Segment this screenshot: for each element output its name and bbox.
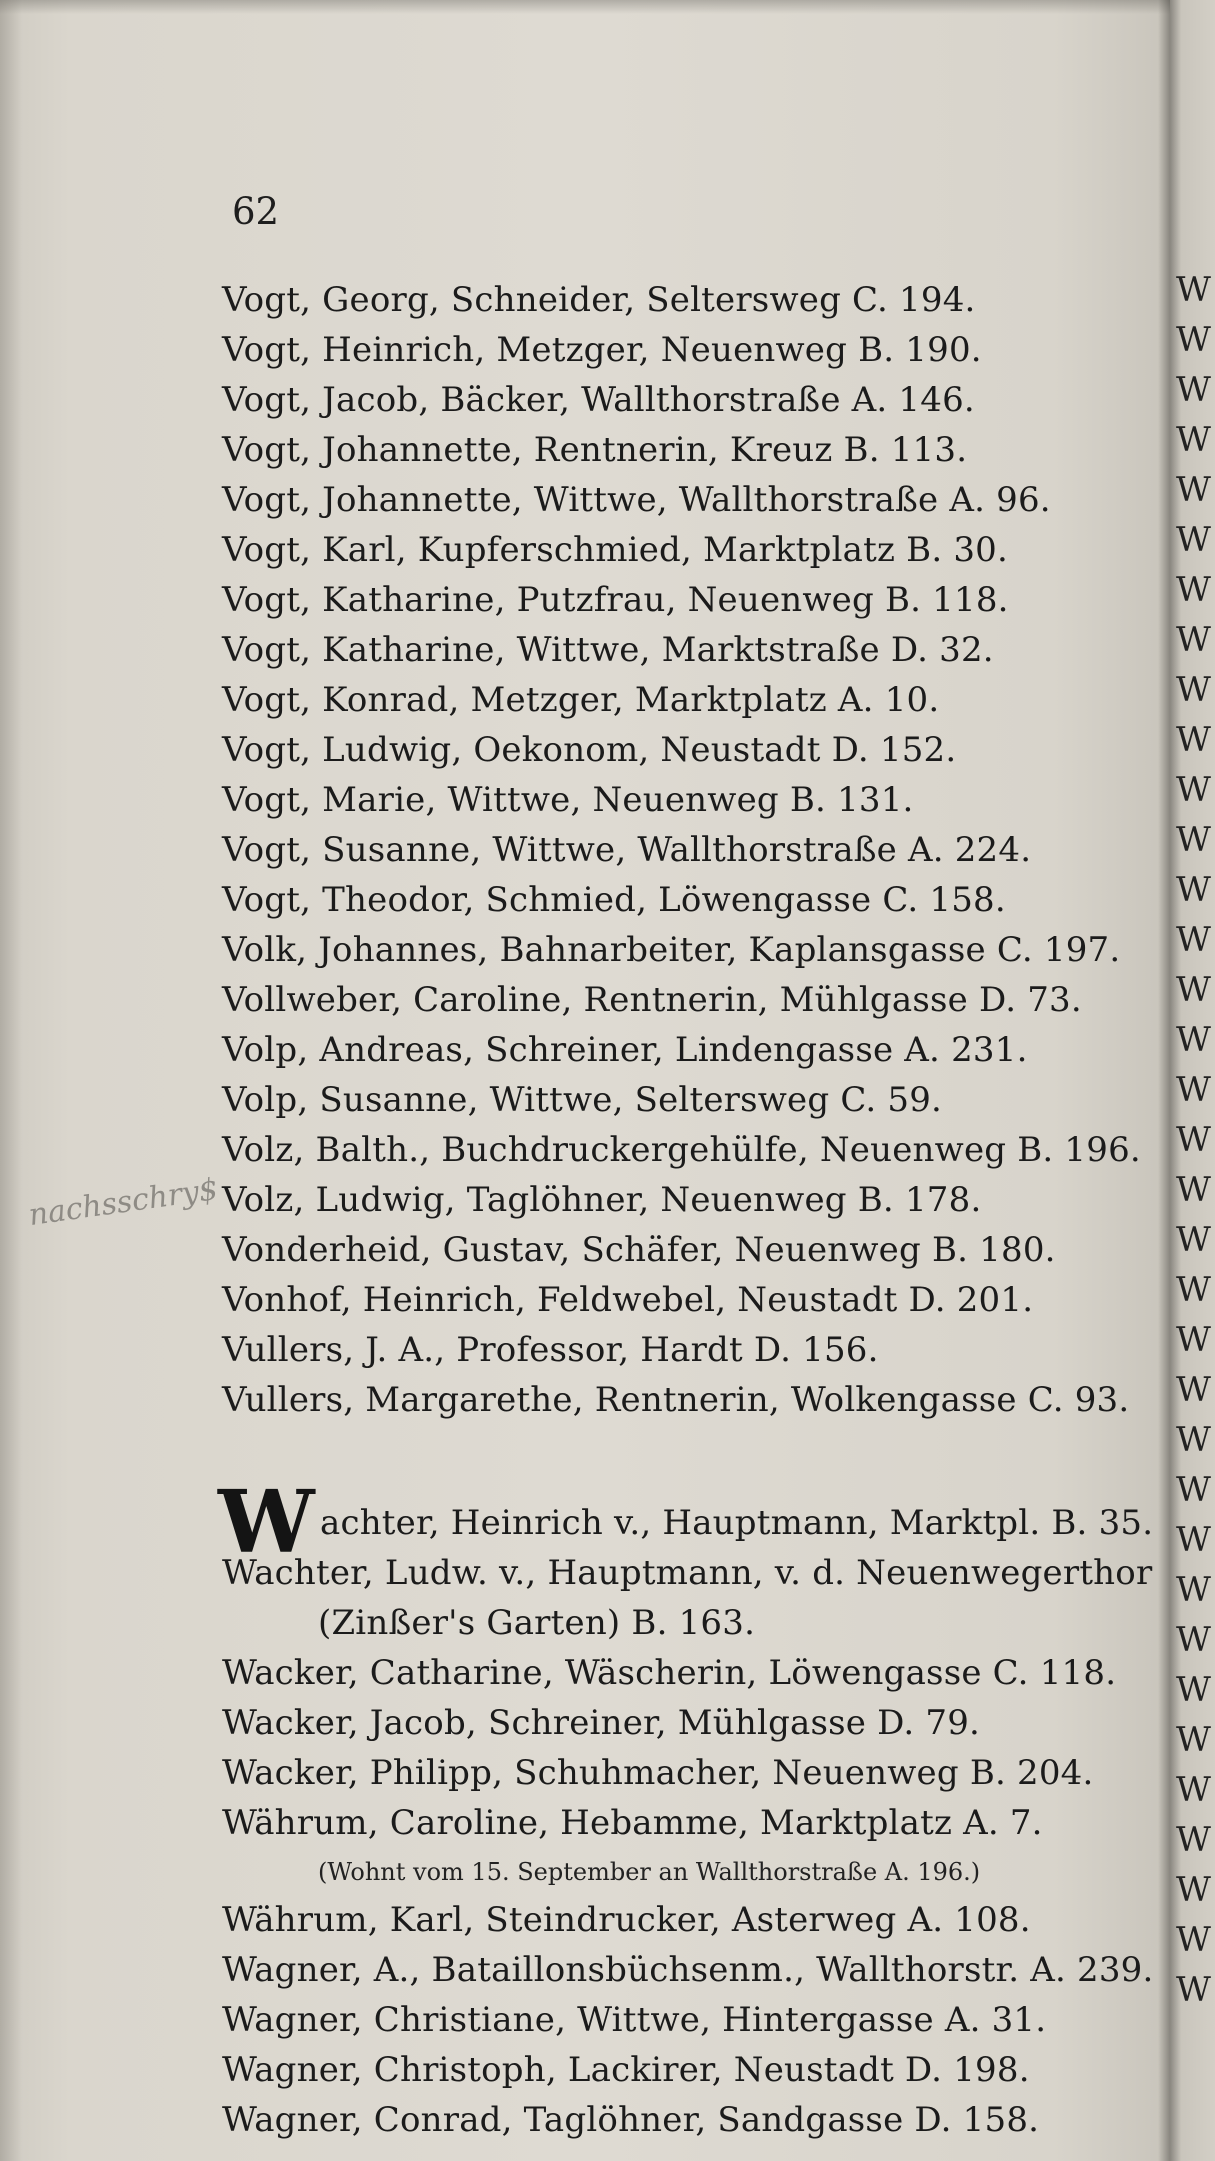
list-item: Vogt, Heinrich, Metzger, Neuenweg B. 190.: [222, 330, 982, 370]
page-gutter-shadow: [0, 0, 22, 2161]
adjacent-page-fragment: W: [1176, 1970, 1210, 2010]
adjacent-page-fragment: W: [1176, 1820, 1210, 1860]
list-item: Vogt, Johannette, Rentnerin, Kreuz B. 113.: [222, 430, 968, 470]
list-item: Währum, Caroline, Hebamme, Marktplatz A. 7.: [222, 1803, 1043, 1843]
adjacent-page-fragment: W: [1176, 670, 1210, 710]
list-item: Volp, Susanne, Wittwe, Seltersweg C. 59.: [222, 1080, 943, 1120]
adjacent-page-fragment: W: [1176, 770, 1210, 810]
list-item: Vogt, Jacob, Bäcker, Wallthorstraße A. 146.: [222, 380, 975, 420]
list-item: Vollweber, Caroline, Rentnerin, Mühlgasse D. 73.: [222, 980, 1082, 1020]
list-item: Vogt, Johannette, Wittwe, Wallthorstraße A. 96.: [222, 480, 1051, 520]
list-item: Vogt, Ludwig, Oekonom, Neustadt D. 152.: [222, 730, 957, 770]
list-item: Volz, Ludwig, Taglöhner, Neuenweg B. 178.: [222, 1180, 982, 1220]
adjacent-page-fragment: W: [1176, 1020, 1210, 1060]
list-item: Vullers, Margarethe, Rentnerin, Wolkengasse C. 93.: [222, 1380, 1130, 1420]
adjacent-page-edge: [1170, 0, 1215, 2161]
list-item: Währum, Karl, Steindrucker, Asterweg A. 108.: [222, 1900, 1031, 1940]
list-item: Wagner, Christiane, Wittwe, Hintergasse A. 31.: [222, 2000, 1047, 2040]
page-top-shadow: [0, 0, 1170, 14]
list-item: Vullers, J. A., Professor, Hardt D. 156.: [222, 1330, 879, 1370]
adjacent-page-fragment: W: [1176, 1170, 1210, 1210]
adjacent-page-fragment: W: [1176, 1420, 1210, 1460]
drop-cap-letter: W: [218, 1472, 315, 1573]
adjacent-page-fragment: W: [1176, 270, 1210, 310]
adjacent-page-fragment: W: [1176, 1070, 1210, 1110]
page-number: 62: [232, 190, 280, 233]
adjacent-page-fragment: W: [1176, 1470, 1210, 1510]
adjacent-page-fragment: W: [1176, 870, 1210, 910]
adjacent-page-fragment: W: [1176, 320, 1210, 360]
adjacent-page-fragment: W: [1176, 920, 1210, 960]
adjacent-page-fragment: W: [1176, 1720, 1210, 1760]
adjacent-page-fragment: W: [1176, 620, 1210, 660]
adjacent-page-fragment: W: [1176, 1920, 1210, 1960]
adjacent-page-fragment: W: [1176, 1120, 1210, 1160]
list-item: Wachter, Ludw. v., Hauptmann, v. d. Neuenwegerthor: [222, 1553, 1153, 1593]
adjacent-page-fragment: W: [1176, 1620, 1210, 1660]
adjacent-page-fragment: W: [1176, 420, 1210, 460]
list-item: achter, Heinrich v., Hauptmann, Marktpl. B. 35.: [320, 1503, 1154, 1543]
list-item: Vogt, Marie, Wittwe, Neuenweg B. 131.: [222, 780, 914, 820]
adjacent-page-fragment: W: [1176, 1370, 1210, 1410]
list-item: Vogt, Theodor, Schmied, Löwengasse C. 158.: [222, 880, 1006, 920]
list-item: Wacker, Philipp, Schuhmacher, Neuenweg B. 204.: [222, 1753, 1094, 1793]
adjacent-page-fragment: W: [1176, 820, 1210, 860]
adjacent-page-fragment: W: [1176, 1670, 1210, 1710]
adjacent-page-fragment: W: [1176, 1870, 1210, 1910]
list-item: Volk, Johannes, Bahnarbeiter, Kaplansgasse C. 197.: [222, 930, 1121, 970]
list-item: Wagner, Christoph, Lackirer, Neustadt D. 198.: [222, 2050, 1030, 2090]
list-item-note: (Wohnt vom 15. September an Wallthorstraße A. 196.): [318, 1858, 981, 1886]
adjacent-page-fragment: W: [1176, 1320, 1210, 1360]
adjacent-page-fragment: W: [1176, 1570, 1210, 1610]
list-item: Vogt, Katharine, Wittwe, Marktstraße D. 32.: [222, 630, 994, 670]
handwritten-margin-note: nachsschry$: [26, 1171, 221, 1234]
list-item: Vogt, Georg, Schneider, Seltersweg C. 194.: [222, 280, 976, 320]
list-item-continuation: (Zinßer's Garten) B. 163.: [318, 1603, 756, 1643]
list-item: Vogt, Katharine, Putzfrau, Neuenweg B. 118.: [222, 580, 1009, 620]
list-item: Wacker, Catharine, Wäscherin, Löwengasse C. 118.: [222, 1653, 1117, 1693]
list-item: Vogt, Karl, Kupferschmied, Marktplatz B. 30.: [222, 530, 1009, 570]
list-item: Vogt, Susanne, Wittwe, Wallthorstraße A. 224.: [222, 830, 1032, 870]
list-item: Volp, Andreas, Schreiner, Lindengasse A. 231.: [222, 1030, 1028, 1070]
page-edge-shadow: [1158, 0, 1170, 2161]
list-item: Vonderheid, Gustav, Schäfer, Neuenweg B. 180.: [222, 1230, 1056, 1270]
list-item: Wagner, Conrad, Taglöhner, Sandgasse D. 158.: [222, 2100, 1040, 2140]
list-item: Wacker, Jacob, Schreiner, Mühlgasse D. 79.: [222, 1703, 981, 1743]
list-item: Vonhof, Heinrich, Feldwebel, Neustadt D. 201.: [222, 1280, 1034, 1320]
adjacent-page-fragment: W: [1176, 1270, 1210, 1310]
adjacent-page-fragment: W: [1176, 470, 1210, 510]
adjacent-page-fragment: W: [1176, 570, 1210, 610]
list-item: Vogt, Konrad, Metzger, Marktplatz A. 10.: [222, 680, 940, 720]
list-item: Volz, Balth., Buchdruckergehülfe, Neuenweg B. 196.: [222, 1130, 1141, 1170]
adjacent-page-fragment: W: [1176, 1220, 1210, 1260]
list-item: Wagner, A., Bataillonsbüchsenm., Wallthorstr. A. 239.: [222, 1950, 1154, 1990]
adjacent-page-fragment: W: [1176, 370, 1210, 410]
adjacent-page-fragment: W: [1176, 970, 1210, 1010]
adjacent-page-fragment: W: [1176, 1770, 1210, 1810]
adjacent-page-fragment: W: [1176, 1520, 1210, 1560]
adjacent-page-fragment: W: [1176, 720, 1210, 760]
adjacent-page-fragment: W: [1176, 520, 1210, 560]
